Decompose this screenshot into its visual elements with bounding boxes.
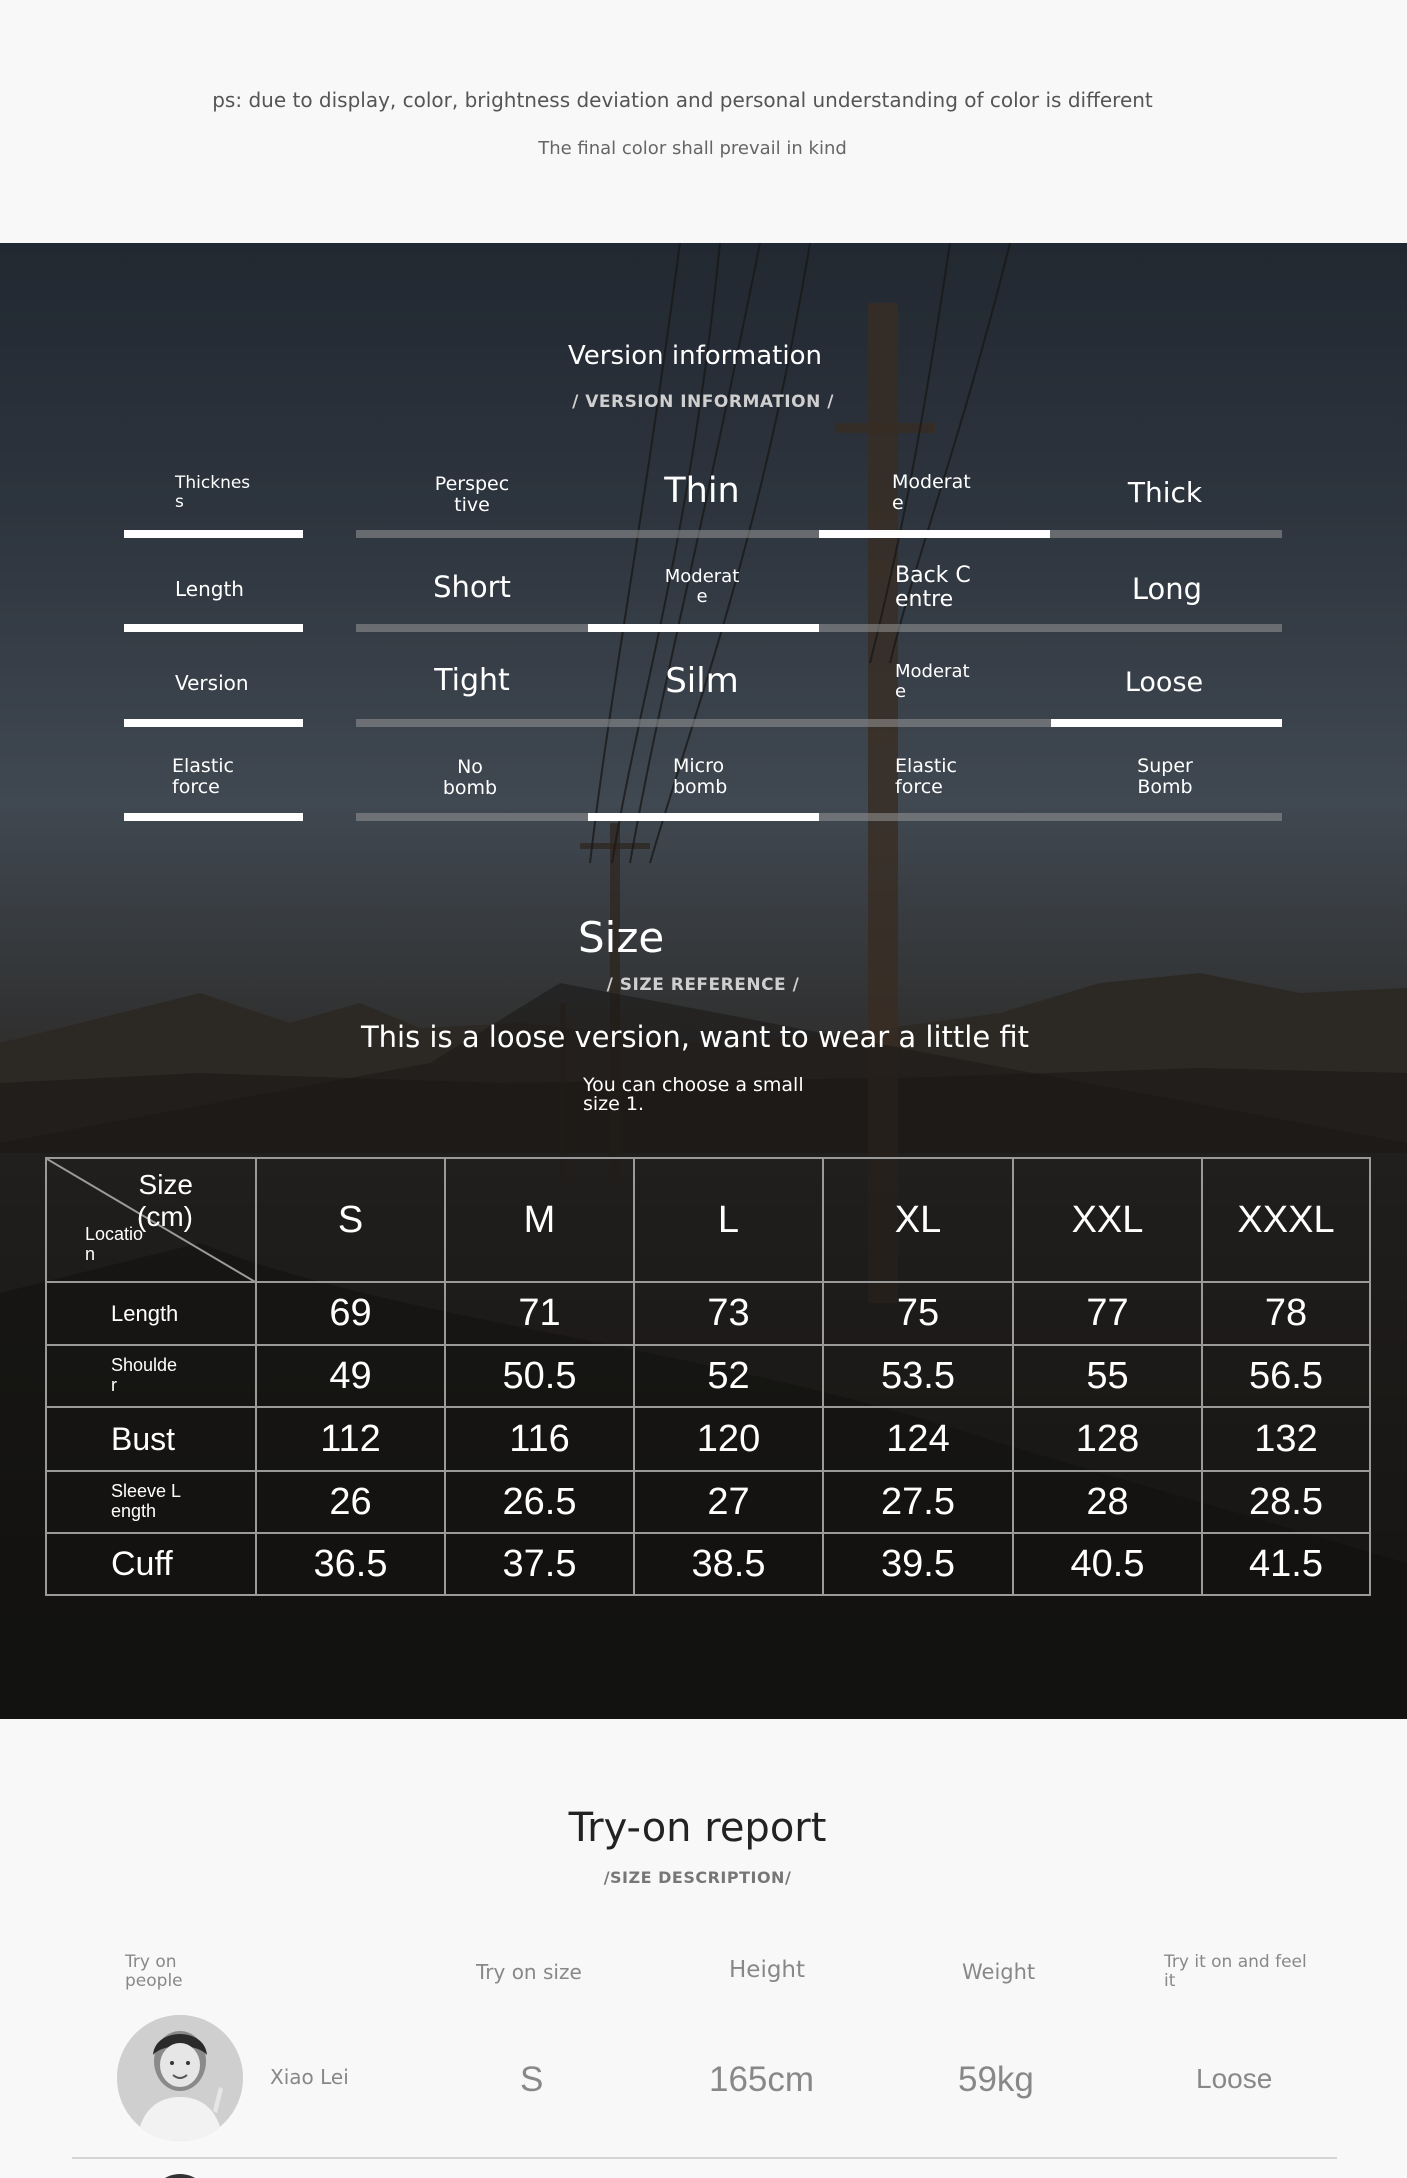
version-selected-bar	[1051, 719, 1282, 727]
thickness-option-thick: Thick	[1127, 476, 1203, 509]
size-row-length	[46, 1282, 1370, 1345]
display-disclaimer: ps: due to display, color, brightness deviation and personal understanding of color is different	[212, 88, 1153, 112]
version-option-silm: Silm	[665, 661, 739, 701]
length-xxl: 77	[1013, 1282, 1202, 1345]
length-option-short: Short	[433, 570, 511, 604]
cuff-m: 37.5	[445, 1533, 634, 1595]
version-option-tight: Tight	[434, 663, 510, 698]
size-header-xxxl: XXXL	[1202, 1158, 1370, 1282]
version-subtitle: / VERSION INFORMATION /	[572, 392, 834, 412]
length-selected-bar	[588, 624, 819, 632]
person-photo-icon	[117, 2015, 243, 2141]
thickness-option-thin: Thin	[664, 471, 740, 511]
size-subtitle: / SIZE REFERENCE /	[606, 975, 800, 995]
notice-section	[0, 0, 1407, 243]
shoulder-l: 52	[634, 1345, 823, 1407]
elastic-option-super-bomb: Super Bomb	[1137, 755, 1193, 798]
size-row-shoulder	[46, 1345, 1370, 1407]
bust-xl: 124	[823, 1407, 1013, 1471]
row-label-shoulder: Shoulde r	[46, 1345, 256, 1407]
corner-size-label: Size (cm)	[137, 1169, 193, 1233]
length-l: 73	[634, 1282, 823, 1345]
cuff-xxl: 40.5	[1013, 1533, 1202, 1595]
cuff-xxxl: 41.5	[1202, 1533, 1370, 1595]
version-option-moderate: Moderat e	[895, 661, 970, 702]
elastic-track	[356, 813, 1282, 821]
size-title: Size	[578, 913, 665, 962]
thickness-selected-bar	[819, 530, 1050, 538]
cuff-xl: 39.5	[823, 1533, 1013, 1595]
sleeve-xxl: 28	[1013, 1471, 1202, 1533]
sleeve-xxxl: 28.5	[1202, 1471, 1370, 1533]
elastic-label-bar	[124, 813, 303, 821]
tester-size: S	[520, 2060, 544, 2099]
cuff-l: 38.5	[634, 1533, 823, 1595]
cuff-s: 36.5	[256, 1533, 445, 1595]
row-label-length: Length	[46, 1282, 256, 1345]
version-title: Version information	[568, 341, 822, 371]
header-weight: Weight	[962, 1960, 1036, 1984]
size-chart-table	[45, 1157, 1371, 1596]
elastic-option-micro-bomb: Micro bomb	[673, 755, 728, 798]
tester-weight: 59kg	[958, 2060, 1034, 2099]
shoulder-xxl: 55	[1013, 1345, 1202, 1407]
size-header-l: L	[634, 1158, 823, 1282]
shoulder-m: 50.5	[445, 1345, 634, 1407]
bust-m: 116	[445, 1407, 634, 1471]
size-header-xl: XL	[823, 1158, 1013, 1282]
length-xl: 75	[823, 1282, 1013, 1345]
row-divider	[72, 2157, 1337, 2159]
row-label-bust: Bust	[46, 1407, 256, 1471]
length-s: 69	[256, 1282, 445, 1345]
row-label-sleeve: Sleeve L ength	[46, 1471, 256, 1533]
header-height: Height	[729, 1957, 806, 1983]
size-row-bust	[46, 1407, 1370, 1471]
elastic-option-no-bomb: No bomb	[442, 756, 498, 799]
tester-feel: Loose	[1196, 2063, 1273, 2094]
sleeve-xl: 27.5	[823, 1471, 1013, 1533]
size-header-m: M	[445, 1158, 634, 1282]
thickness-option-perspective: Perspec tive	[434, 473, 510, 516]
header-feel: Try it on and feel it	[1164, 1952, 1307, 1991]
avatar	[117, 2015, 243, 2141]
size-header-row	[46, 1158, 1370, 1282]
length-m: 71	[445, 1282, 634, 1345]
size-header-s: S	[256, 1158, 445, 1282]
thickness-label-bar	[124, 530, 303, 538]
corner-location-label: Locatio n	[85, 1224, 144, 1264]
version-label-bar	[124, 719, 303, 727]
bust-xxxl: 132	[1202, 1407, 1370, 1471]
elastic-option-elastic-force: Elastic force	[895, 755, 958, 798]
length-label-bar	[124, 624, 303, 632]
thickness-label: Thicknes s	[175, 473, 251, 512]
length-option-moderate: Moderat e	[664, 566, 740, 607]
size-note: This is a loose version, want to wear a little fit	[360, 1020, 1030, 1054]
header-size: Try on size	[476, 1960, 582, 1984]
length-track	[356, 624, 1282, 632]
sleeve-m: 26.5	[445, 1471, 634, 1533]
length-label: Length	[175, 577, 244, 601]
elastic-label: Elastic force	[172, 755, 235, 798]
bust-xxl: 128	[1013, 1407, 1202, 1471]
size-corner-cell	[46, 1158, 256, 1282]
version-label: Version	[175, 671, 249, 695]
length-option-long: Long	[1131, 572, 1203, 606]
tester-name: Xiao Lei	[270, 2065, 349, 2089]
header-people: Try on people	[125, 1952, 183, 1991]
size-row-cuff	[46, 1533, 1370, 1595]
next-avatar	[150, 2174, 210, 2178]
thickness-option-moderate: Moderat e	[892, 471, 971, 514]
size-header-xxl: XXL	[1013, 1158, 1202, 1282]
color-disclaimer: The final color shall prevail in kind	[538, 138, 847, 159]
sleeve-l: 27	[634, 1471, 823, 1533]
length-option-back-centre: Back C entre	[895, 563, 971, 613]
shoulder-xl: 53.5	[823, 1345, 1013, 1407]
bust-l: 120	[634, 1407, 823, 1471]
size-row-sleeve	[46, 1471, 1370, 1533]
shoulder-xxxl: 56.5	[1202, 1345, 1370, 1407]
tester-height: 165cm	[709, 2060, 815, 2099]
bust-s: 112	[256, 1407, 445, 1471]
elastic-selected-bar	[588, 813, 819, 821]
length-xxxl: 78	[1202, 1282, 1370, 1345]
row-label-cuff: Cuff	[46, 1533, 256, 1595]
shoulder-s: 49	[256, 1345, 445, 1407]
report-subtitle: /SIZE DESCRIPTION/	[603, 1868, 792, 1887]
sleeve-s: 26	[256, 1471, 445, 1533]
report-title: Try-on report	[568, 1805, 827, 1851]
size-note-small: You can choose a small size 1.	[583, 1074, 804, 1115]
version-option-loose: Loose	[1124, 667, 1204, 698]
